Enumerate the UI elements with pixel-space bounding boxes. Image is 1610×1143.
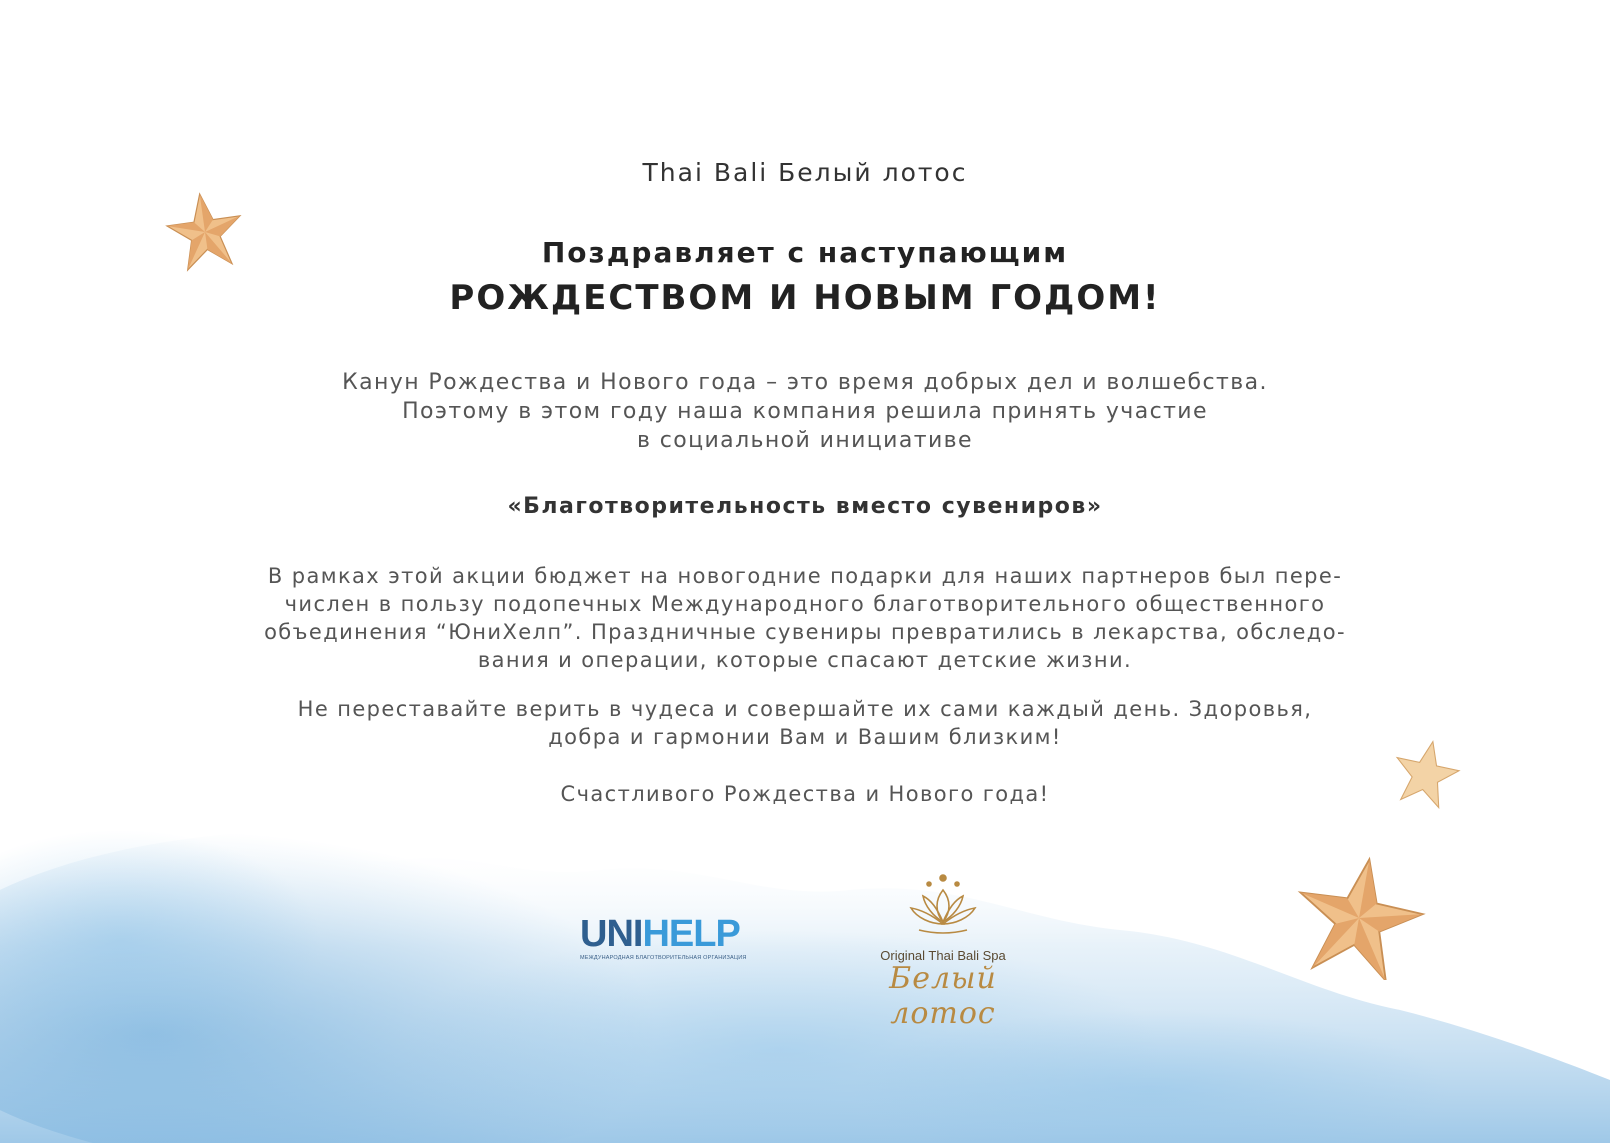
unihelp-logo-subtitle: МЕЖДУНАРОДНАЯ БЛАГОТВОРИТЕЛЬНАЯ ОРГАНИЗАЦИЯ: [580, 955, 747, 961]
intro-line: Канун Рождества и Нового года – это время добрых дел и волшебства.: [342, 370, 1268, 395]
intro-line: Поэтому в этом году наша компания решила принять участие: [402, 399, 1208, 424]
greeting-line-2: РОЖДЕСТВОМ И НОВЫМ ГОДОМ!: [449, 278, 1161, 318]
body-line: В рамках этой акции бюджет на новогодние подарки для наших партнеров был пере-: [267, 564, 1343, 588]
wish-line: добра и гармонии Вам и Вашим близким!: [548, 725, 1062, 749]
unihelp-logo: [580, 915, 755, 961]
intro-paragraph: [0, 368, 1610, 455]
company-name: Thai Bali Белый лотос: [642, 158, 968, 187]
lotus-logo-name: Original Thai Bali Spa: [880, 948, 1006, 963]
lotus-logo: [848, 872, 1038, 1031]
initiative-title: «Благотворительность вместо сувениров»: [507, 494, 1103, 519]
unihelp-logo-help: HELP: [642, 913, 740, 955]
body-paragraph: [0, 562, 1610, 674]
unihelp-logo-uni: UNI: [580, 913, 643, 955]
star-icon: [1288, 856, 1430, 980]
lotus-icon: [905, 872, 981, 942]
wish-paragraph: [0, 695, 1610, 751]
wish-line: Не переставайте верить в чудеса и совершайте их сами каждый день. Здоровья,: [297, 697, 1313, 721]
body-line: числен в пользу подопечных Международного благотворительного общественного: [284, 592, 1326, 616]
body-line: объединения “ЮниХелп”. Праздничные сувениры превратились в лекарства, обследо-: [264, 620, 1346, 644]
lotus-logo-script: Белый лотос: [889, 961, 997, 1031]
closing-line: Счастливого Рождества и Нового года!: [560, 782, 1050, 806]
body-line: вания и операции, которые спасают детские жизни.: [477, 648, 1133, 672]
greeting-line-1: Поздравляет с наступающим: [541, 236, 1069, 269]
intro-line: в социальной инициативе: [637, 428, 973, 453]
